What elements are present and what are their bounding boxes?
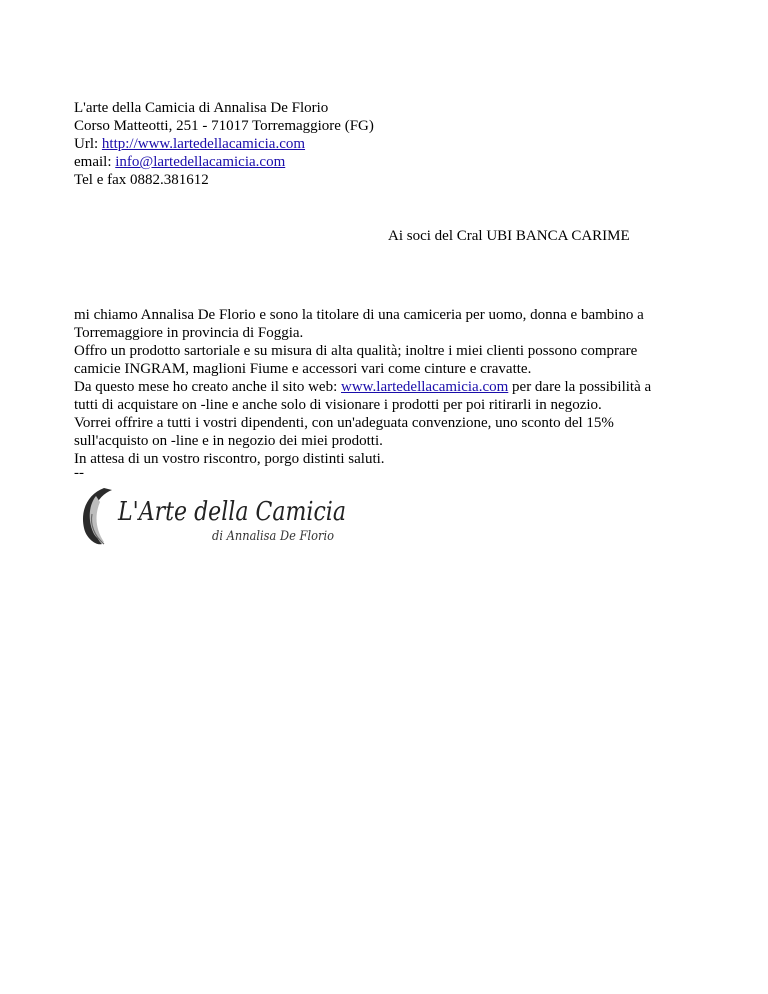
url-line: [74, 135, 374, 153]
collar-emblem-icon: [83, 488, 112, 544]
email-line: [74, 153, 374, 171]
body-line: Torremaggiore in provincia di Foggia.: [74, 325, 304, 341]
phone-line: Tel e fax 0882.381612: [74, 172, 209, 188]
signature-separator: --: [74, 465, 84, 481]
body-line: [74, 378, 654, 396]
sender-header: [74, 99, 374, 189]
body-line: In attesa di un vostro riscontro, porgo distinti saluti.: [74, 451, 385, 467]
recipient-line: Ai soci del Cral UBI BANCA CARIME: [388, 228, 630, 244]
website-link[interactable]: http://www.lartedellacamicia.com: [101, 136, 306, 152]
company-logo: [74, 484, 354, 550]
body-line: sull'acquisto on -line e in negozio dei miei prodotti.: [74, 433, 383, 449]
body-line: mi chiamo Annalisa De Florio e sono la titolare di una camiceria per uomo, donna e bambino a: [74, 307, 644, 323]
url-label: Url:: [74, 136, 102, 152]
body-text: Da questo mese ho creato anche il sito web:: [74, 379, 341, 395]
letter-body: [74, 306, 654, 468]
body-line: Vorrei offrire a tutti i vostri dipendenti, con un'adeguata convenzione, uno sconto del 15%: [74, 415, 614, 431]
logo-title: L'Arte della Camicia: [117, 497, 346, 527]
body-line: tutti di acquistare on -line e anche solo di visionare i prodotti per poi ritirarli in negozio.: [74, 397, 602, 413]
body-line: camicie INGRAM, maglioni Fiume e accessori vari come cinture e cravatte.: [74, 361, 532, 377]
company-address: Corso Matteotti, 251 - 71017 Torremaggiore (FG): [74, 118, 374, 134]
logo-subtitle: di Annalisa De Florio: [212, 529, 335, 544]
body-text: per dare la possibilità a: [508, 379, 652, 395]
email-link[interactable]: info@lartedellacamicia.com: [115, 154, 286, 170]
email-label: email:: [74, 154, 116, 170]
body-line: Offro un prodotto sartoriale e su misura di alta qualità; inoltre i miei clienti possono comprare: [74, 343, 638, 359]
body-website-link[interactable]: www.lartedellacamicia.com: [341, 379, 509, 395]
company-name: L'arte della Camicia di Annalisa De Florio: [74, 100, 329, 116]
